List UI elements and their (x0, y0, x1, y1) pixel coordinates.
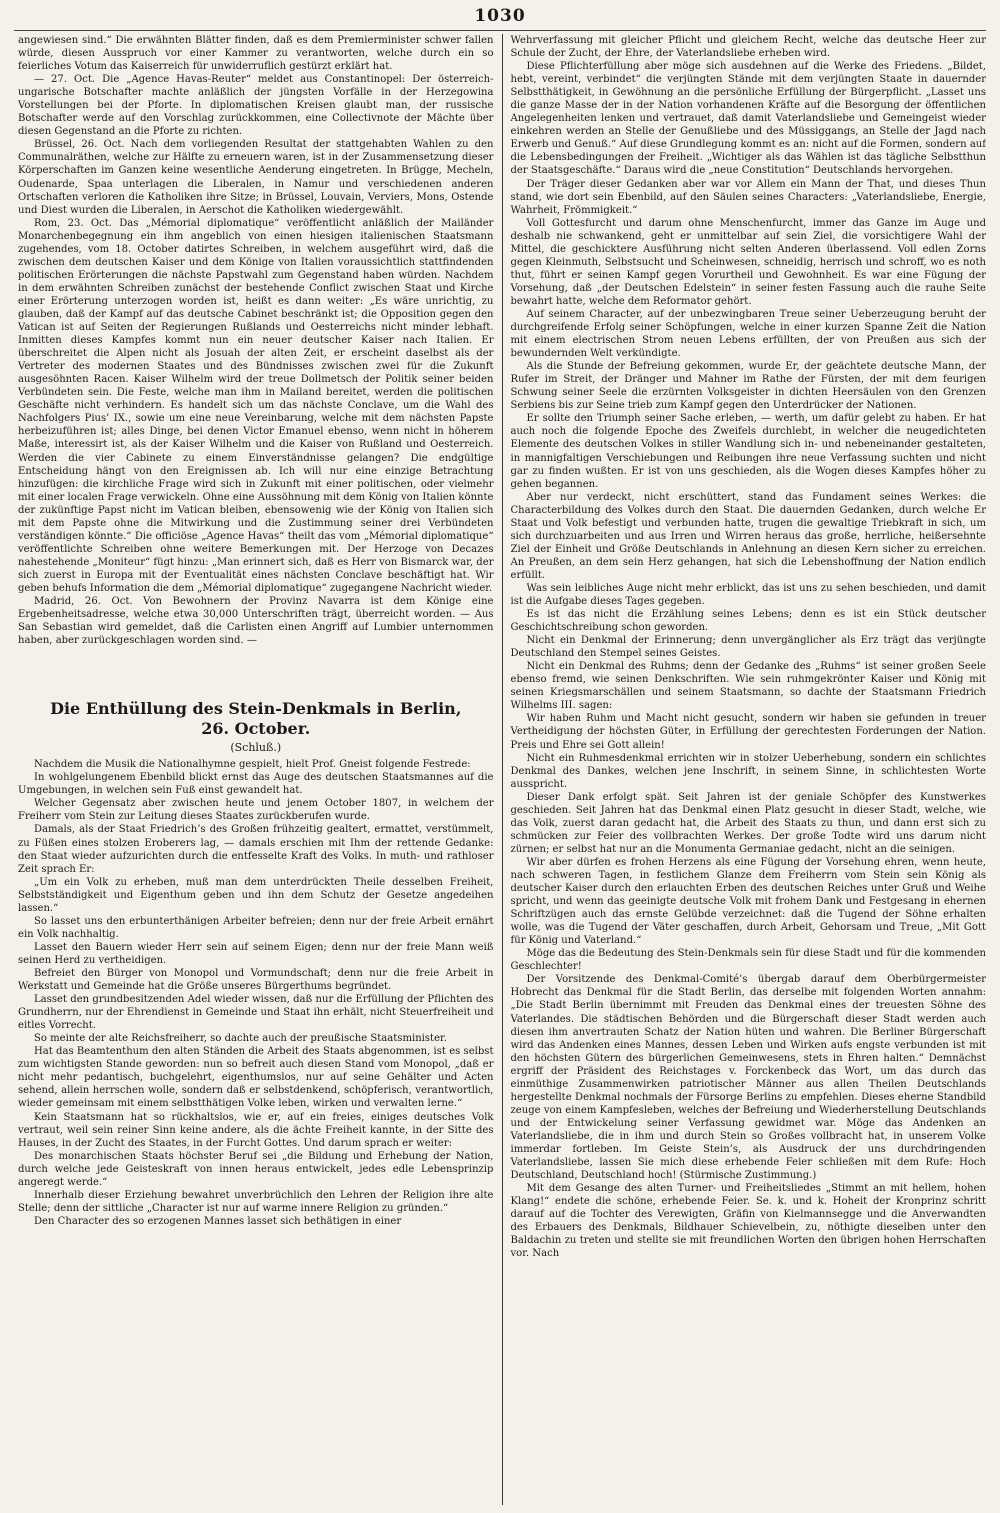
paragraph: Welcher Gegensatz aber zwischen heute und jenem October 1807, in welchem der Freiherr vom Stein zur Leitung dieses Staates zurückberufen wurde. (18, 798, 494, 823)
header-rule (14, 30, 986, 31)
paragraph: Möge das die Bedeutung des Stein-Denkmals sein für diese Stadt und für die kommenden Geschlechter! (510, 948, 986, 973)
paragraph: angewiesen sind.“ Die erwähnten Blätter finden, daß es dem Premierminister schwer fallen würde, diesen Ausspruch vor einer Kammer zu verantworten, welche durch ein so feierliches Votum das Kaiserreich für unwiderruflich gestürzt erklärt hat. (18, 35, 494, 73)
paragraph: Diese Pflichterfüllung aber möge sich ausdehnen auf die Werke des Friedens. „Bildet, hebt, vereint, verbindet“ die verjüngten Stände mit dem verjüngten Staate in dauernder Selbstthätigkeit, in Gewöhnung an die persönliche Erfüllung der Bürgerpflicht. „Lasset uns die ganze Masse der in der Nation vorhandenen Kräfte auf die Besorgung der öffentlichen Angelegenheiten lenken und vertrauet, daß damit Vaterlandsliebe und Gemeingeist wieder einkehren werden an Stelle der Genußliebe und des Müssiggangs, an Stelle der Jagd nach Erwerb und Genuß.“ Auf diese Grundlegung kommt es an: nicht auf die Formen, sondern auf die Lebensbedingungen der Freiheit. „Wichtiger als das Wählen ist das tägliche Selbstthun der Staatsgeschäfte.“ Daraus wird die „neue Constitution“ Deutschlands hervorgehen. (510, 61, 986, 177)
paragraph: Mit dem Gesange des alten Turner- und Freiheitsliedes „Stimmt an mit hellem, hohen Klang!“ endete die schöne, erhebende Feier. Se. k. und k. Hoheit der Kronprinz schritt darauf auf die Tochter des Verewigten, Gräfin von Kielmannsegge und die Anverwandten des Erbauers des Denkmals, Bildhauer Schievelbein, zu, nöthigte dieselben unter den Baldachin zu treten und stellte sie mit freundlichen Worten den übrigen hohen Herrschaften vor. Nach (510, 1183, 986, 1260)
paragraph: Er sollte den Triumph seiner Sache erleben, — werth, um dafür gelebt zu haben. Er hat auch noch die folgende Epoche des Zweifels durchlebt, in welcher die neugedichteten Elemente des deutschen Volkes in stiller Wandlung sich in- und nebeneinander gestalteten, in mannigfaltigen Verschiebungen und Reibungen ihre neue Verfassung suchten und nicht gar zu finden wußten. Er ist von uns geschieden, als die Wogen dieses Kampfes höher zu gehen begannen. (510, 413, 986, 490)
paragraph: Der Träger dieser Gedanken aber war vor Allem ein Mann der That, und dieses Thun stand, wie dort sein Ebenbild, auf den Säulen seines Characters: „Vaterlandsliebe, Energie, Wahrheit, Frömmigkeit.“ (510, 178, 986, 216)
paragraph: Brüssel, 26. Oct. Nach dem vorliegenden Resultat der stattgehabten Wahlen zu den Communalräthen, welche zur Hälfte zu erneuern waren, ist in der Zusammensetzung dieser Körperschaften im Ganzen keine wesentliche Aenderung eingetreten. In Brügge, Mecheln, Oudenarde, Spaa unterlagen die Liberalen, in Namur und verschiedenen anderen Ortschaften verloren die Katholiken ihre Sitze; in Brüssel, Louvain, Verviers, Mons, Ostende und Diest wurden die Liberalen, in Aerschot die Katholiken wiedergewählt. (18, 139, 494, 216)
paragraph: Madrid, 26. Oct. Von Bewohnern der Provinz Navarra ist dem Könige eine Ergebenheitsadresse, welche etwa 30,000 Unterschriften trägt, überreicht worden. — Aus San Sebastian wird gemeldet, daß die Carlisten einen Angriff auf Lumbier unternommen haben, aber zurückgeschlagen worden sind. — (18, 596, 494, 647)
article-date: 26. October. (201, 719, 311, 739)
paragraph: Nicht ein Denkmal der Erinnerung; denn unvergänglicher als Erz trägt das verjüngte Deutschland den Stempel seines Geistes. (510, 635, 986, 660)
paragraph: Voll Gottesfurcht und darum ohne Menschenfurcht, immer das Ganze im Auge und deshalb nie schwankend, geht er unmittelbar auf sein Ziel, die vorsichtigere Wahl der Mittel, die geschicktere Ausführung nicht selten Anderen überlassend. Voll edlen Zorns gegen Kleinmuth, Selbstsucht und Scheinwesen, schneidig, herrisch und schroff, wo es noth thut, führt er seinen Kampf gegen Vorurtheil und Gewohnheit. Es war eine Fügung der Vorsehung, daß „der Deutschen Edelstein“ in seiner festen Fassung auch die rauhe Seite bewahrt hatte, welche dem Reformator gehört. (510, 217, 986, 307)
paragraph: In wohlgelungenem Ebenbild blickt ernst das Auge des deutschen Staatsmannes auf die Umgebungen, in welchen sein Fuß einst gewandelt hat. (18, 772, 494, 797)
paragraph: Nicht ein Denkmal des Ruhms; denn der Gedanke des „Ruhms“ ist seiner großen Seele ebenso fremd, wie seinen Denkschriften. Wie sein ruhmgekrönter Kaiser und König mit seinen Kriegsmarschällen und seinem Staatsmann, so dachte der Staatsmann Friedrich Wilhelms III. sagen: (510, 661, 986, 712)
paragraph: Befreiet den Bürger von Monopol und Vormundschaft; denn nur die freie Arbeit in Werkstatt und Gemeinde hat die Größe unseres Bürgerthums begründet. (18, 968, 494, 993)
paragraph: Lasset den grundbesitzenden Adel wieder wissen, daß nur die Erfüllung der Pflichten des Grundherrn, nur der Ehrendienst in Gemeinde und Staat ihn erhält, nicht Steuerfreiheit und eitles Vorrecht. (18, 994, 494, 1032)
paragraph: Wehrverfassung mit gleicher Pflicht und gleichem Recht, welche das deutsche Heer zur Schule der Zucht, der Ehre, der Vaterlandsliebe erheben wird. (510, 35, 986, 60)
paragraph: Was sein leibliches Auge nicht mehr erblickt, das ist uns zu sehen beschieden, und damit ist die Aufgabe dieses Tages gegeben. (510, 582, 986, 608)
paragraph: Aber nur verdeckt, nicht erschüttert, stand das Fundament seines Werkes: die Characterbildung des Volkes durch den Staat. Die dauernden Gedanken, durch welche Er Staat und Volk befestigt und verbunden hatte, trugen die gewaltige Triebkraft in sich, um sich durchzuarbeiten und aus Irren und Wirren heraus das große, herrliche, heißersehnte Ziel der Einheit und Größe Deutschlands in Anlehnung an diesen Kern sicher zu erreichen. An Preußen, an dem sein Herz gehangen, hat sich die Lebenshoffnung der Nation endlich erfüllt. (510, 491, 986, 581)
paragraph: Des monarchischen Staats höchster Beruf sei „die Bildung und Erhebung der Nation, durch welche jede Geisteskraft von innen heraus entwickelt, jedes edle Lebensprinzip angeregt werde.“ (18, 1150, 494, 1188)
right-column (502, 34, 987, 1505)
paragraph: Wir aber dürfen es frohen Herzens als eine Fügung der Vorsehung ehren, wenn heute, nach schweren Tagen, in festlichem Glanze dem Freiherrn vom Stein sein König als deutscher Kaiser durch den erlauchten Erben des deutschen Reiches unter Gruß und Weihe spricht, und wenn das geeinigte deutsche Volk mit frohem Dank und Festgesang in ehernen Schriftzügen auch das ernste Gelübde verzeichnet: daß die Tugend der Söhne erhalten wolle, was die Tugend der Väter geschaffen, durch Arbeit, Gehorsam und Treue, „Mit Gott für König und Vaterland.“ (510, 856, 986, 947)
left-column (18, 34, 502, 1505)
paragraph: Hat das Beamtenthum den alten Ständen die Arbeit des Staats abgenommen, ist es selbst zum wichtigsten Stande geworden: nun so befreit auch diesen Stand vom Monopol, „daß er nicht mehr pedantisch, buchgelehrt, eigenthumslos, nur auf seine Gehälter und Acten sehend, allein herrschen wolle, sondern daß er selbstdenkend, schöpferisch, verantwortlich, wieder gemeinsam mit einem selbstthätigen Volke leben, wirken und verwalten lerne.“ (18, 1046, 494, 1110)
article-title: Die Enthüllung des Stein-Denkmals in Berlin, (50, 699, 462, 719)
paragraph: Als die Stunde der Befreiung gekommen, wurde Er, der geächtete deutsche Mann, der Rufer im Streit, der Dränger und Mahner im Rathe der Fürsten, der mit dem feurigen Schwung seiner Seele die erzürnten Volksgeister in dichten Heersäulen von den Grenzen Serbiens bis zur Seine trieb zum Kampf gegen den Unterdrücker der Nationen. (510, 361, 986, 412)
page-number: 1030 (474, 6, 526, 26)
paragraph: Auf seinem Character, auf der unbezwingbaren Treue seiner Ueberzeugung beruht der durchgreifende Erfolg seiner Schöpfungen, welche in einer kurzen Spanne Zeit die Nation mit einem electrischen Strom neuen Lebens erfüllten, der von Preußen aus sich der bewundernden Welt verkündigte. (510, 308, 986, 360)
paragraph: Damals, als der Staat Friedrich’s des Großen frühzeitig gealtert, ermattet, verstümmelt, zu Füßen eines stolzen Eroberers lag, — damals erschien mit Ihm der rettende Gedanke: den Staat wieder aufzurichten durch die entfesselte Kraft des Volks. In muth- und rathloser Zeit sprach Er: (18, 824, 494, 875)
columns (18, 34, 986, 1505)
paragraph: Nicht ein Ruhmesdenkmal errichten wir in stolzer Ueberhebung, sondern ein schlichtes Denkmal des Dankes, welchen jene Inschrift, in seinem Sinne, in schlichtesten Worte ausspricht. (510, 752, 986, 790)
paragraph: Den Character des so erzogenen Mannes lasset sich bethätigen in einer (34, 1215, 402, 1227)
paragraph: Innerhalb dieser Erziehung bewahret unverbrüchlich den Lehren der Religion ihre alte Stelle; denn der sittliche „Character ist nur auf warme innere Religion zu gründen.“ (18, 1189, 494, 1214)
paragraph: — 27. Oct. Die „Agence Havas-Reuter“ meldet aus Constantinopel: Der österreich-ungarische Botschafter machte anläßlich der jüngsten Vorfälle in der Herzegowina Vorstellungen bei der Pforte. In diplomatischen Kreisen glaubt man, der russische Botschafter werde auf den Vorschlag zurückkommen, eine Collectivnote der Mächte über diesen Gegenstand an die Pforte zu richten. (18, 74, 494, 138)
article-note: (Schluß.) (230, 741, 282, 755)
paragraph: Dieser Dank erfolgt spät. Seit Jahren ist der geniale Schöpfer des Kunstwerkes geschieden. Seit Jahren hat das Denkmal einen Platz gesucht in dieser Stadt, welche, wie das Volk, zuerst daran gedacht hat, die Arbeit des Staats zu thun, und dann erst sich zu schmücken zur Feier des vollbrachten Werkes. Der große Todte wird uns darum nicht zürnen; er selbst hat nur an die Monumenta Germaniae gedacht, nicht an die seinigen. (510, 791, 986, 855)
paragraph: Wir haben Ruhm und Macht nicht gesucht, sondern wir haben sie gefunden in treuer Vertheidigung der höchsten Güter, in Erfüllung der gerechtesten Forderungen der Nation. Preis und Ehre sei Gott allein! (510, 713, 986, 751)
paragraph: Rom, 23. Oct. Das „Mémorial diplomatique“ veröffentlicht anläßlich der Mailänder Monarchenbegegnung ein ihm angeblich von einen hiesigen italienischen Staatsmann zugehendes, vom 18. October datirtes Schreiben, in welchem ausgeführt wird, daß die zwischen dem deutschen Kaiser und dem Könige von Italien voraussichtlich stattfindenden politischen Erörterungen die nächste Papstwahl zum Gegenstand haben würden. Nachdem in dem erwähnten Schreiben zunächst der bestehende Conflict zwischen Staat und Kirche einer Erörterung unterzogen worden ist, heißt es dann weiter: „Es wäre unrichtig, zu glauben, daß der Kampf auf das deutsche Cabinet beschränkt ist; die Opposition gegen den Vatican ist auf Seiten der Regierungen Rußlands und Oesterreichs nicht minder lebhaft. Inmitten dieses Kampfes kommt nun ein neuer deutscher Kaiser nach Italien. Er überschreitet die Alpen nicht als Josuah der alten Zeit, er erscheint daselbst als der Vertreter des modernen Staates und des Bündnisses zwischen zwei für die Zukunft ausgesöhnten Racen. Kaiser Wilhelm wird der treue Dollmetsch der Politik seiner beiden Verbündeten sein. Die Feste, welche man ihm in Mailand bereitet, werden die politischen Geschäfte nicht verhindern. Es handelt sich um das nächste Conclave, um die Wahl des Nachfolgers Pius’ IX., sowie um eine neue Vereinbarung, welche mit dem nächsten Papste herbeizuführen ist; alles Dinge, bei denen Victor Emanuel ebenso, wenn nicht in höherem Maße, interessirt ist, als der Kaiser Wilhelm und die Kaiser von Rußland und Oesterreich. Werden die vier Cabinete zu einem Einverständnisse gelangen? Die endgültige Entscheidung hängt von den Ereignissen ab. Ich will nur eine einzige Betrachtung hinzufügen: die kirchliche Frage wird sich in Zukunft mit einer politischen, oder vielmehr mit einer localen Frage verwickeln. Ohne eine Aussöhnung mit dem König von Italien könnte der zukünftige Papst nicht im Vatican bleiben, ebensowenig wie der König von Italien sich mit dem Papste ohne die Mitwirkung und die Zustimmung seiner drei Verbündeten verständigen könnte.“ Die officiöse „Agence Havas“ theilt das vom „Mémorial diplomatique“ veröffentlichte Schreiben ohne weitere Bemerkungen mit. Der Herzoge von Decazes nahestehende „Moniteur“ fügt hinzu: „Man erinnert sich, daß es Herr von Bismarck war, der sich zuerst in Europa mit der Eventualität eines nächsten Conclave beschäftigt hat. Wir geben behufs Information die dem „Mémorial diplomatique“ zugegangene Nachricht wieder. (18, 217, 494, 594)
paragraph: Es ist das nicht die Erzählung seines Lebens; denn es ist ein Stück deutscher Geschichtschreibung schon geworden. (510, 609, 986, 634)
paragraph: Nachdem die Musik die Nationalhymne gespielt, hielt Prof. Gneist folgende Festrede: (34, 759, 471, 771)
paragraph: So lasset uns den erbunterthänigen Arbeiter befreien; denn nur der freie Arbeit ernährt ein Volk nachhaltig. (18, 915, 494, 940)
article-heading (18, 699, 494, 754)
paragraph: Der Vorsitzende des Denkmal-Comité’s übergab darauf dem Oberbürgermeister Hobrecht das Denkmal für die Stadt Berlin, das derselbe mit folgenden Worten annahm: „Die Stadt Berlin übernimmt mit Freuden das Denkmal eines der treuesten Söhne des Vaterlandes. Die städtischen Behörden und die Bürgerschaft dieser Stadt werden auch diesen ihm anvertrauten Schatz der Nation hüten und wahren. Die Berliner Bürgerschaft wird das Andenken eines Mannes, dessen Leben und Wirken aufs engste verbunden ist mit den höchsten Gütern des bürgerlichen Gemeinwesens, stets in Ehren halten.“ Demnächst ergriff der Präsident des Reichstages v. Forckenbeck das Wort, um das durch das einmüthige Zusammenwirken patriotischer Männer aus allen Theilen Deutschlands hergestellte Denkmal nochmals der Fürsorge Berlins zu empfehlen. Dieses eherne Standbild zeuge von einem Kampfesleben, welches der Befreiung und Wiederherstellung Deutschlands und der Entwickelung seiner Verfassung gewidmet war. Möge das Andenken an Vaterlandsliebe, die in ihm und durch Stein so Großes vollbracht hat, in unserem Volke immerdar fortleben. Im Geiste Stein’s, als Ausdruck der uns durchdringenden Vaterlandsliebe, lassen Sie mich diese erhebende Feier schließen mit dem Rufe: Hoch Deutschland, Deutschland hoch! (Stürmische Zustimmung.) (510, 974, 986, 1182)
paragraph: Lasset den Bauern wieder Herr sein auf seinem Eigen; denn nur der freie Mann weiß seinen Herd zu vertheidigen. (18, 941, 494, 966)
paragraph: So meinte der alte Reichsfreiherr, so dachte auch der preußische Staatsminister. (34, 1033, 447, 1045)
paragraph: Kein Staatsmann hat so rückhaltslos, wie er, auf ein freies, einiges deutsches Volk vertraut, weil sein reiner Sinn keine andere, als die ächte Freiheit kannte, in der Sitte des Hauses, in der Zucht des Staates, in der Furcht Gottes. Und darum sprach er weiter: (18, 1111, 494, 1149)
paragraph: „Um ein Volk zu erheben, muß man dem unterdrückten Theile desselben Freiheit, Selbstständigkeit und Eigenthum geben und ihn dem Schutz der Gesetze angedeihen lassen.“ (18, 876, 494, 914)
